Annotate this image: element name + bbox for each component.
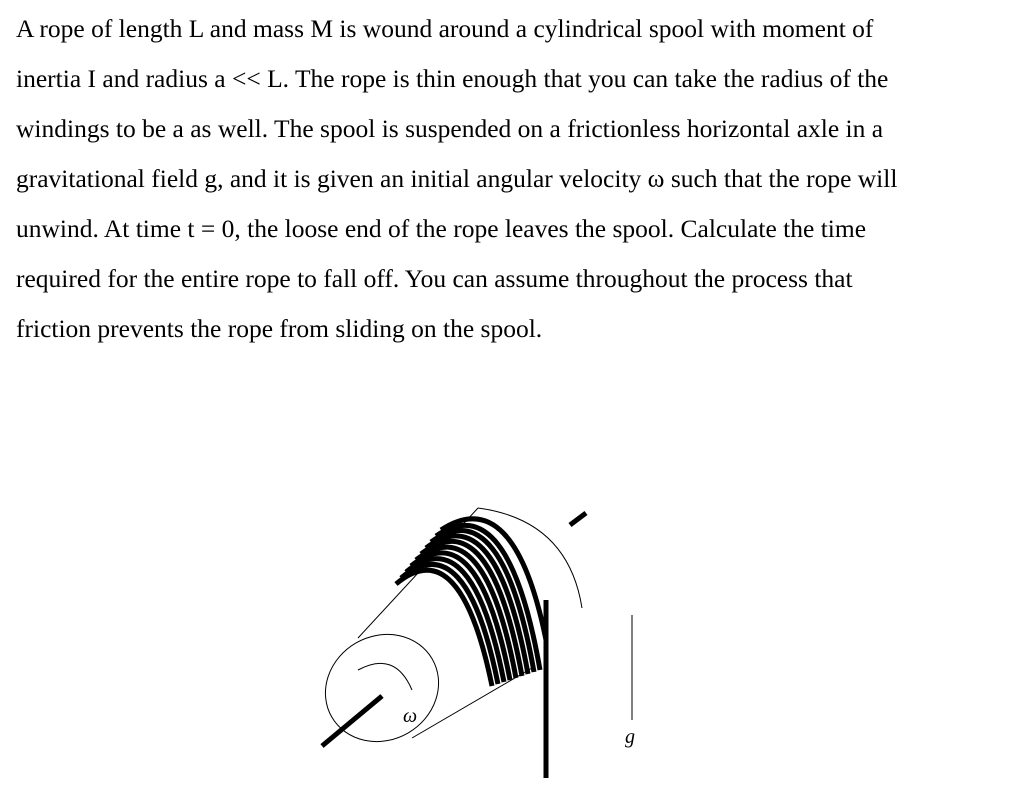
problem-line-1: A rope of length L and mass M is wound around a cylindrical spool with moment of xyxy=(16,14,874,43)
problem-statement xyxy=(16,4,1006,354)
problem-line-4: gravitational field g, and it is given an initial angular velocity ω such that the rope will xyxy=(16,164,898,193)
problem-line-5: unwind. At time t = 0, the loose end of the rope leaves the spool. Calculate the time xyxy=(16,214,867,243)
problem-line-7: friction prevents the rope from sliding on the spool. xyxy=(16,314,543,343)
g-label: g xyxy=(625,726,635,748)
problem-line-2: inertia I and radius a << L. The rope is thin enough that you can take the radius of the xyxy=(16,64,889,93)
axle-back xyxy=(570,513,586,525)
spool-diagram xyxy=(300,490,680,785)
omega-label: ω xyxy=(403,705,418,727)
problem-line-3: windings to be a as well. The spool is suspended on a frictionless horizontal axle in a xyxy=(16,114,884,143)
problem-line-6: required for the entire rope to fall off. You can assume throughout the process that xyxy=(16,264,853,293)
